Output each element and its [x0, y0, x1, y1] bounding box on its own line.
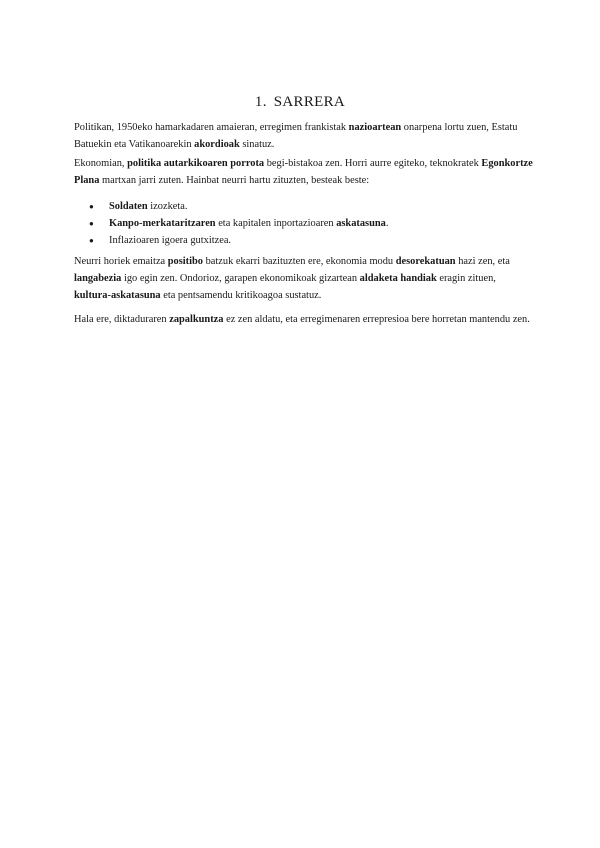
bold-term: Soldaten — [109, 201, 148, 212]
text-span: Inflazioaren igoera gutxitzea. — [109, 235, 232, 246]
bold-term: langabezia — [74, 273, 122, 284]
bullet-icon: ● — [89, 202, 94, 211]
bold-term: aldaketa handiak — [359, 273, 437, 284]
text-span: eta kapitalen inportazioaren — [215, 218, 337, 229]
text-span: Neurri horiek emaitza — [74, 256, 168, 267]
list-item — [74, 198, 534, 215]
paragraph-economy — [74, 155, 534, 189]
bold-term: zapalkuntza — [169, 314, 224, 325]
bold-term: politika autarkikoaren porrota — [127, 158, 265, 169]
bold-term: positibo — [167, 256, 203, 267]
bold-term: kultura-askatasuna — [74, 290, 161, 301]
paragraph-repression — [74, 311, 534, 328]
text-span: eta pentsamendu kritikoagoa sustatuz. — [160, 290, 322, 301]
measures-list — [74, 198, 534, 249]
heading-title: SARRERA — [273, 94, 346, 111]
text-span: . — [385, 218, 389, 229]
bold-term: desorekatuan — [395, 256, 456, 267]
section-heading — [0, 94, 600, 111]
text-span: izozketa. — [147, 201, 188, 212]
text-span: Ekonomian, — [74, 158, 128, 169]
text-span: begi-bistakoa zen. Horri aurre egiteko, teknokratek — [264, 158, 482, 169]
bold-term: askatasuna — [336, 218, 386, 229]
bold-term: nazioartean — [348, 122, 402, 133]
list-item — [74, 232, 534, 249]
text-span: Politikan, 1950eko hamarkadaren amaieran, erregimen frankistak — [74, 122, 349, 133]
bold-term: akordioak — [194, 139, 240, 150]
bullet-icon: ● — [89, 219, 94, 228]
heading-number: 1. — [254, 94, 267, 111]
bullet-icon: ● — [89, 236, 94, 245]
paragraph-consequences — [74, 253, 534, 304]
list-item — [74, 215, 534, 232]
text-span: martxan jarri zuten. Hainbat neurri hartu zituzten, besteak beste: — [99, 175, 370, 186]
text-span: igo egin zen. Ondorioz, garapen ekonomikoak gizartean — [121, 273, 360, 284]
text-span: Hala ere, diktaduraren — [74, 314, 170, 325]
bold-term: Egonkortze Plana — [74, 158, 533, 186]
text-span: ez zen aldatu, eta erregimenaren errepresioa bere horretan mantendu zen. — [223, 314, 530, 325]
text-span: eragin zituen, — [436, 273, 496, 284]
paragraph-politics — [74, 119, 534, 153]
text-span: sinatuz. — [239, 139, 275, 150]
text-span: hazi zen, eta — [455, 256, 510, 267]
text-span: onarpena lortu zuen, Estatu Batuekin eta Vatikanoarekin — [74, 122, 518, 150]
text-span: batzuk ekarri bazituzten ere, ekonomia modu — [203, 256, 396, 267]
bold-term: Kanpo-merkataritzaren — [109, 218, 216, 229]
